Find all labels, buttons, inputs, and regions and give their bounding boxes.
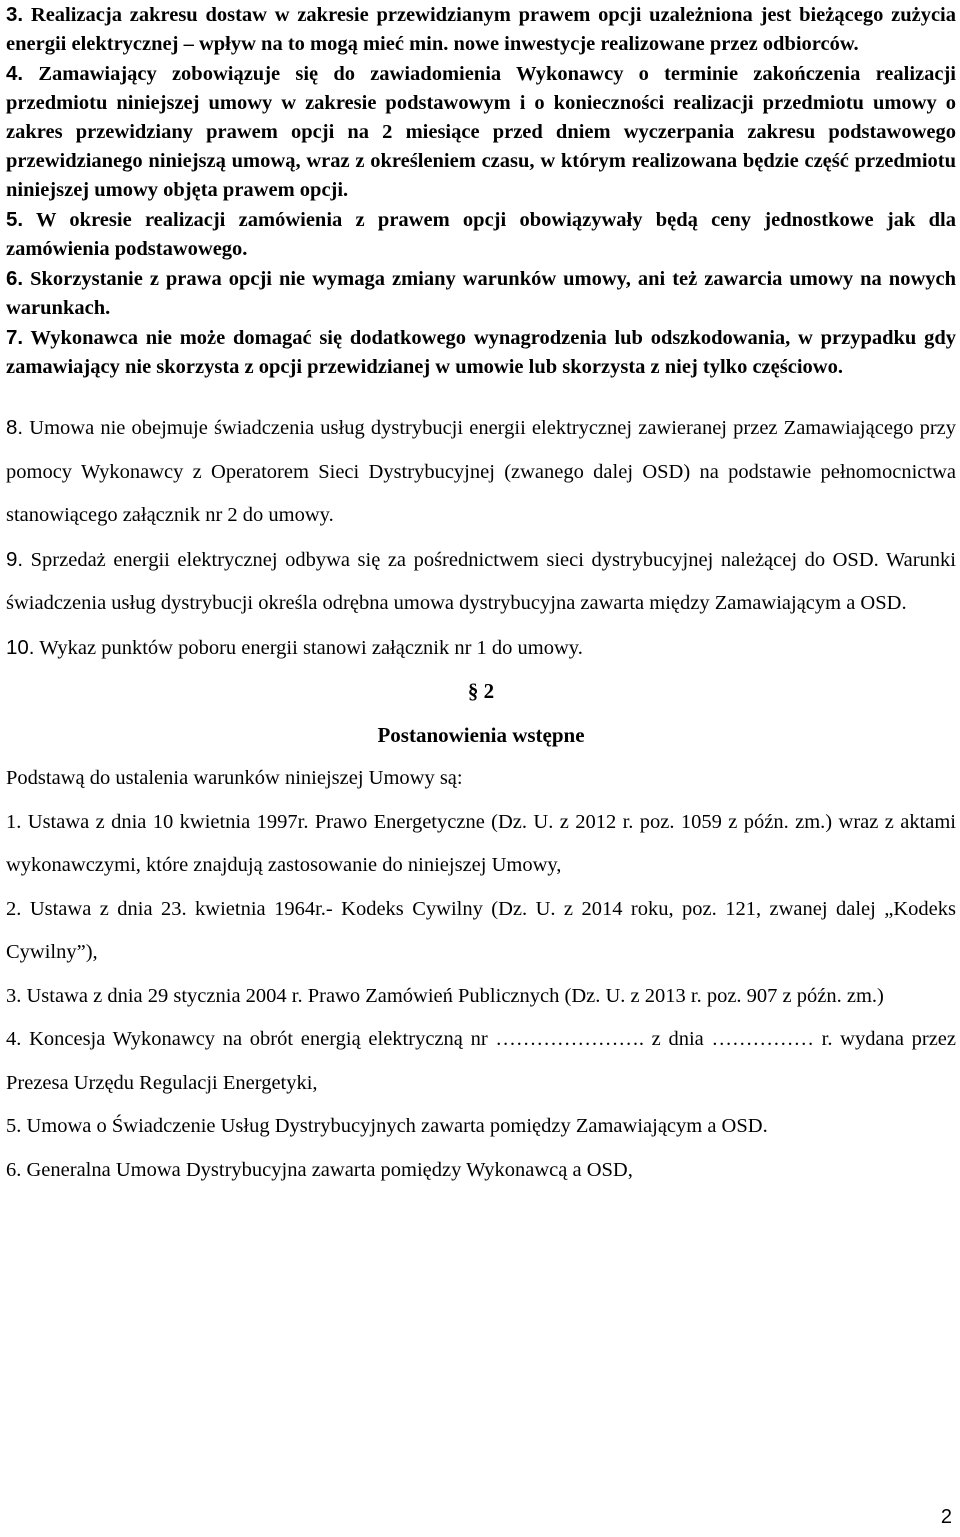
list-item bbox=[6, 0, 956, 59]
basis-section bbox=[6, 757, 956, 1192]
item-text: Wykaz punktów poboru energii stanowi załącznik nr 1 do umowy. bbox=[39, 636, 583, 659]
item-text: Ustawa z dnia 23. kwietnia 1964r.- Kodeks Cywilny (Dz. U. z 2014 roku, poz. 121, zwanej dalej „Kodeks Cywilny”), bbox=[6, 897, 956, 963]
document-page bbox=[6, 0, 956, 1192]
section-intro: Podstawą do ustalenia warunków niniejszej Umowy są: bbox=[6, 767, 463, 789]
item-number: 10. bbox=[6, 635, 35, 659]
list-item bbox=[6, 264, 956, 323]
list-item bbox=[6, 406, 956, 538]
page-number: 2 bbox=[940, 1506, 952, 1528]
list-item bbox=[6, 626, 956, 671]
item-text: Realizacja zakresu dostaw w zakresie przewidzianym prawem opcji uzależniona jest bieżącego zużycia energii elektrycznej – wpływ na to mogą mieć min. nowe inwestycje realizowane przez odbiorców. bbox=[6, 4, 956, 55]
item-text: Ustawa z dnia 29 stycznia 2004 r. Prawo Zamówień Publicznych (Dz. U. z 2013 r. poz. 907 z późn. zm.) bbox=[26, 984, 884, 1007]
item-text: Umowa nie obejmuje świadczenia usług dystrybucji energii elektrycznej zawieranej przez Zamawiającego przy pomocy Wykonawcy z Operatorem Sieci Dystrybucyjnej (zwanego dalej OSD) na podstawie pełnomocnictwa stanowiącego załącznik nr 2 do umowy. bbox=[6, 417, 957, 526]
section-sign: § 2 bbox=[467, 679, 495, 703]
item-text: Zamawiający zobowiązuje się do zawiadomienia Wykonawcy o terminie zakończenia realizacji przedmiotu niniejszej umowy w zakresie podstawowym i o konieczności realizacji przedmiotu umowy o zakres przewidziany prawem opcji na 2 miesiące przed dniem wyczerpania zakresu podstawowego przewidzianego niniejszą umową, wraz z określeniem czasu, w którym realizowana będzie część przedmiotu niniejszej umowy objęta prawem opcji. bbox=[6, 63, 957, 201]
item-text: Generalna Umowa Dystrybucyjna zawarta pomiędzy Wykonawcą a OSD, bbox=[26, 1158, 633, 1181]
list-item bbox=[6, 1149, 956, 1193]
item-number: 3. bbox=[6, 984, 22, 1007]
item-number: 1. bbox=[6, 810, 22, 833]
item-number: 6. bbox=[6, 267, 24, 290]
item-text: Sprzedaż energii elektrycznej odbywa się za pośrednictwem sieci dystrybucyjnej należącej do OSD. Warunki świadczenia usług dystrybucji określa odrębna umowa dystrybucyjna zawarta między Zamawiającym a OSD. bbox=[6, 548, 956, 614]
item-number: 2. bbox=[6, 897, 22, 920]
list-item bbox=[6, 975, 956, 1019]
item-number: 3. bbox=[6, 3, 24, 26]
item-text: Wykonawca nie może domagać się dodatkowego wynagrodzenia lub odszkodowania, w przypadku gdy zamawiający nie skorzysta z opcji przewidzianej w umowie lub skorzysta z niej tylko częściowo. bbox=[6, 327, 956, 378]
list-item bbox=[6, 1105, 956, 1149]
list-item bbox=[6, 323, 956, 382]
list-item bbox=[6, 538, 956, 626]
distribution-clauses bbox=[6, 406, 956, 670]
item-number: 4. bbox=[6, 1028, 22, 1050]
item-number: 8. bbox=[6, 416, 24, 439]
item-number: 9. bbox=[6, 547, 24, 571]
item-number: 5. bbox=[6, 1115, 22, 1137]
item-text: W okresie realizacji zamówienia z prawem opcji obowiązywały będą ceny jednostkowe jak dla zamówienia podstawowego. bbox=[6, 209, 956, 260]
item-text: Umowa o Świadczenie Usług Dystrybucyjnych zawarta pomiędzy Zamawiającym a OSD. bbox=[26, 1115, 768, 1137]
item-number: 6. bbox=[6, 1158, 22, 1181]
item-number: 5. bbox=[6, 208, 24, 231]
item-text: Koncesja Wykonawcy na obrót energią elektryczną nr …………………. z dnia …………… r. wydana przez Prezesa Urzędu Regulacji Energetyki, bbox=[6, 1028, 956, 1094]
list-item bbox=[6, 801, 956, 888]
list-item bbox=[6, 205, 956, 264]
item-number: 7. bbox=[6, 326, 24, 349]
list-item bbox=[6, 1018, 956, 1105]
option-clauses bbox=[6, 0, 956, 382]
list-item bbox=[6, 888, 956, 975]
list-item bbox=[6, 59, 956, 205]
item-text: Skorzystanie z prawa opcji nie wymaga zmiany warunków umowy, ani też zawarcia umowy na nowych warunkach. bbox=[6, 268, 956, 319]
section-title: Postanowienia wstępne bbox=[377, 722, 585, 747]
item-number: 4. bbox=[6, 62, 24, 85]
item-text: Ustawa z dnia 10 kwietnia 1997r. Prawo Energetyczne (Dz. U. z 2012 r. poz. 1059 z późn. zm.) wraz z aktami wykonawczymi, które znajdują zastosowanie do niniejszej Umowy, bbox=[6, 810, 957, 876]
